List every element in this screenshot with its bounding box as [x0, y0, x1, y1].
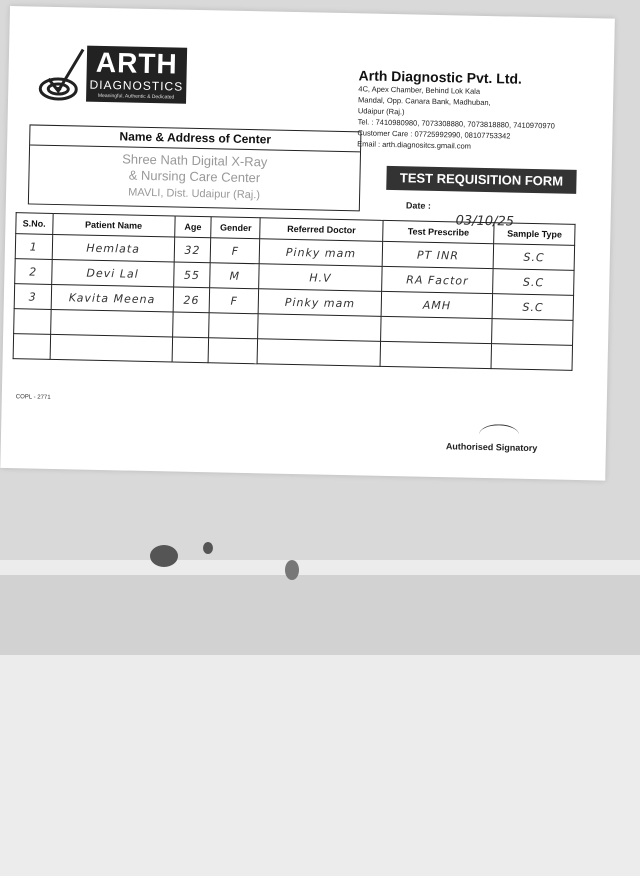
cell-sno [13, 334, 50, 360]
header-test-prescribe: Test Prescribe [382, 220, 494, 243]
cell-test [380, 341, 492, 368]
cell-gender: M [210, 263, 260, 289]
address-line: 4C, Apex Chamber, Behind Lok Kala [358, 84, 481, 96]
target-check-icon [38, 47, 89, 108]
email-line: Email : arth.diagnositcs.gmail.com [357, 139, 472, 151]
company-block [357, 67, 599, 154]
cell-sno: 2 [15, 259, 52, 285]
ink-smudge [150, 545, 178, 567]
form-title: TEST REQUISITION FORM [386, 166, 576, 194]
center-address-box [28, 124, 362, 211]
cell-test: PT INR [382, 241, 494, 268]
logo-box [86, 46, 187, 104]
cell-test: RA Factor [381, 266, 493, 293]
header-patient-name: Patient Name [52, 213, 175, 237]
center-line: & Nursing Care Center [128, 167, 261, 186]
cell-age [172, 337, 209, 363]
cell-gender [208, 338, 258, 364]
cell-test: AMH [381, 291, 493, 318]
cell-patient-name [50, 334, 173, 362]
address-line: Udaipur (Raj.) [357, 106, 405, 117]
header-sno: S.No. [16, 213, 53, 235]
header-sample-type: Sample Type [494, 223, 575, 246]
logo-tagline: Meaningful, Authentic & Dedicated [97, 92, 175, 101]
cell-age: 32 [174, 237, 211, 263]
cell-referred-doctor: Pinky mam [260, 239, 383, 267]
cell-sample-type: S.C [493, 294, 574, 321]
cell-patient-name: Hemlata [52, 234, 175, 262]
cell-referred-doctor: H.V [259, 264, 382, 292]
cell-sample-type: S.C [494, 244, 575, 271]
header-referred-doctor: Referred Doctor [260, 218, 383, 242]
cell-patient-name [50, 309, 173, 337]
cell-age: 55 [173, 262, 210, 288]
cell-sno: 3 [14, 284, 51, 310]
ink-smudge [285, 560, 299, 580]
phone-line: Tel. : 7410980980, 7073308880, 7073818880, 7410970970 [357, 117, 555, 131]
cell-sample-type: S.C [493, 269, 574, 296]
date-value: 03/10/25 [455, 213, 515, 230]
cell-age [172, 312, 209, 338]
date-label: Date : [405, 200, 432, 211]
customer-care-line: Customer Care : 07725992990, 08107753342 [357, 128, 511, 141]
logo-brand: ARTH [95, 46, 179, 80]
company-address [357, 83, 598, 154]
ink-smudge [203, 542, 213, 554]
header-gender: Gender [211, 217, 261, 239]
form-code: COPL - 2771 [15, 394, 51, 401]
logo-sub: DIAGNOSTICS [89, 77, 184, 94]
cell-test [380, 316, 492, 343]
patient-table [13, 212, 576, 371]
header-age: Age [174, 216, 211, 238]
center-line: MAVLI, Dist. Udaipur (Raj.) [128, 186, 261, 202]
requisition-form [0, 6, 615, 481]
center-title: Name & Address of Center [30, 127, 360, 152]
cell-sno [14, 309, 51, 335]
signatory-label: Authorised Signatory [445, 441, 538, 454]
cell-referred-doctor [258, 339, 381, 367]
cell-patient-name: Devi Lal [51, 259, 174, 287]
address-line: Mandal, Opp. Canara Bank, Madhuban, [358, 95, 491, 108]
cell-age: 26 [173, 287, 210, 313]
logo [38, 41, 189, 114]
company-name: Arth Diagnostic Pvt. Ltd. [358, 67, 523, 87]
cell-sample-type [491, 344, 572, 371]
cell-referred-doctor [258, 314, 381, 342]
cell-gender: F [209, 288, 259, 314]
cell-patient-name: Kavita Meena [51, 284, 174, 312]
center-line: Shree Nath Digital X-Ray [122, 151, 268, 170]
cell-gender [209, 313, 259, 339]
cell-gender: F [211, 238, 261, 264]
cell-sno: 1 [15, 234, 52, 260]
cell-referred-doctor: Pinky mam [259, 289, 382, 317]
tape-strip [0, 575, 640, 655]
cell-sample-type [492, 319, 573, 346]
